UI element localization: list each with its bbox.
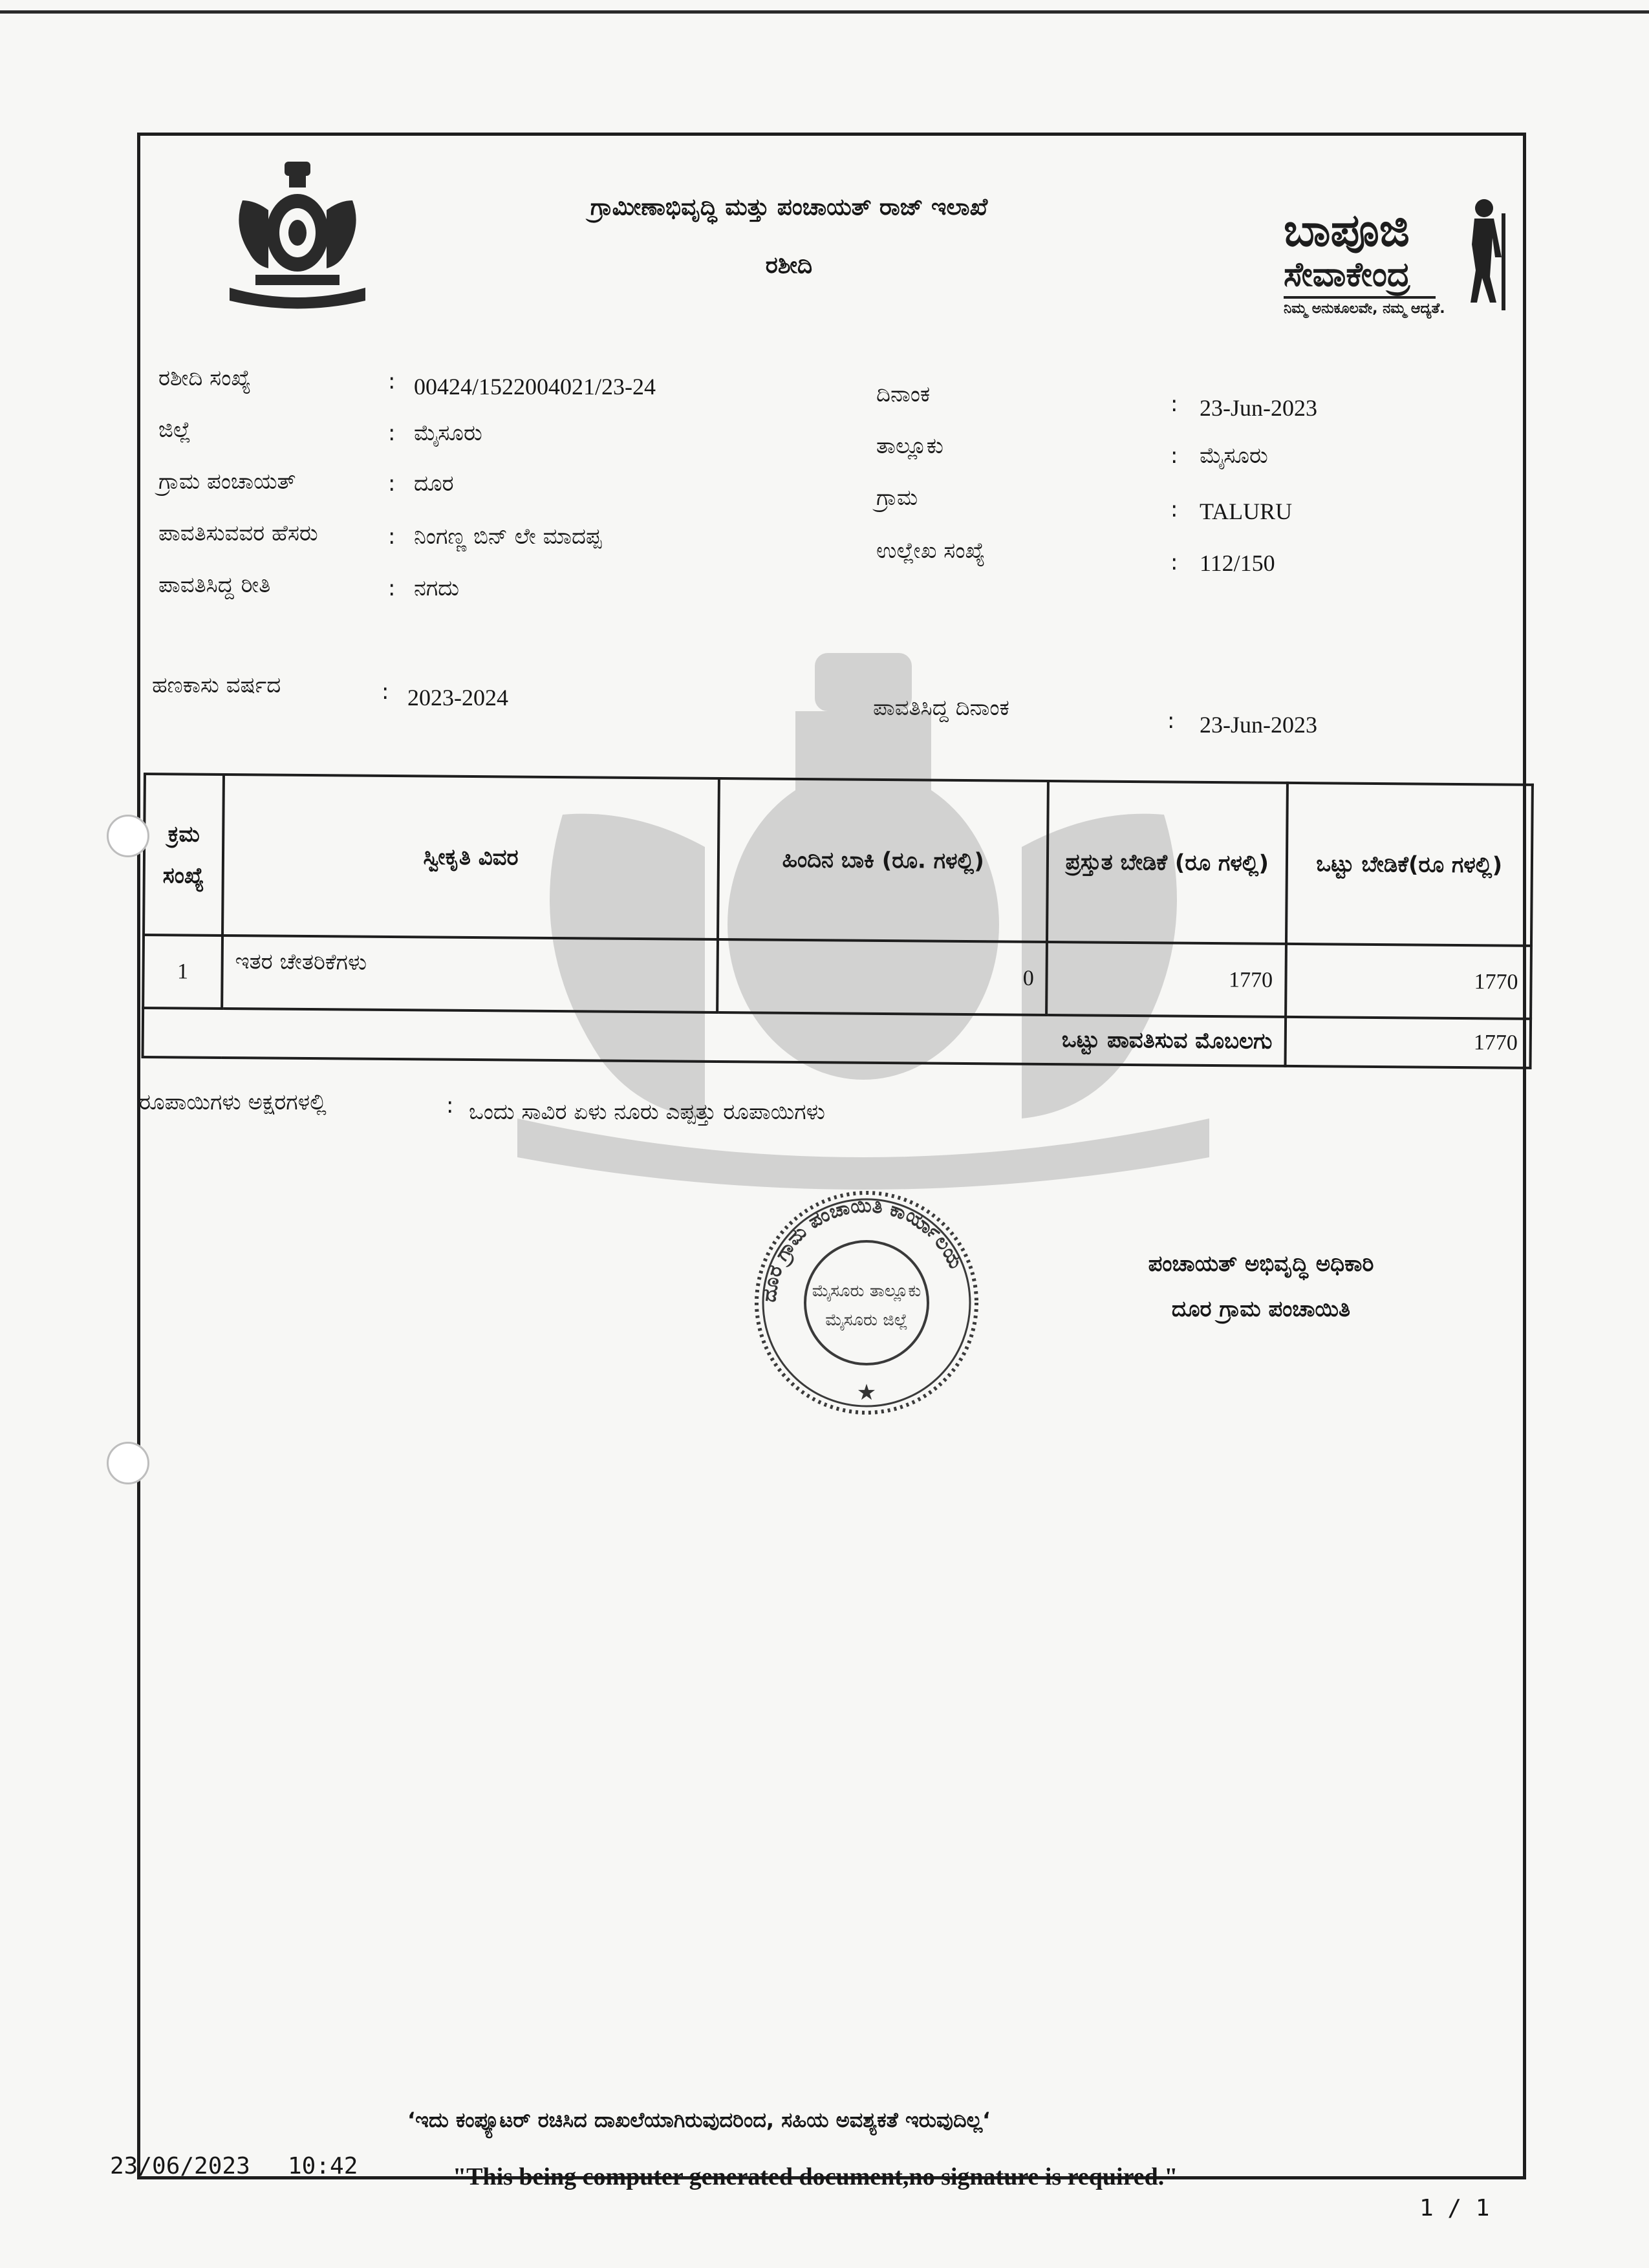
payment-mode-label: ಪಾವತಿಸಿದ್ದ ರೀತಿ [158,572,271,598]
gram-panchayat-label: ಗ್ರಾಮ ಪಂಚಾಯತ್ [158,469,296,495]
amount-in-words-value: ಒಂದು ಸಾವಿರ ಏಳು ನೂರು ಎಪ್ಪತ್ತು ರೂಪಾಯಿಗಳು [469,1099,825,1125]
receipt-number-value: 00424/1522004021/23-24 [414,374,656,400]
seal-inner-line1: ಮೈಸೂರು ತಾಲ್ಲೂಕು [812,1281,921,1301]
paid-date-value: 23-Jun-2023 [1200,712,1317,738]
header-receipt-details: ಸ್ವೀಕೃತಿ ವಿವರ [222,775,719,939]
payer-name-label: ಪಾವತಿಸುವವರ ಹೆಸರು [158,520,318,546]
header-serial-number: ಕ್ರಮ ಸಂಖ್ಯೆ [144,774,224,936]
row-serial: 1 [143,935,222,1009]
panchayat-seal-stamp [737,1186,996,1419]
department-title: ಗ್ರಾಮೀಣಾಭಿವೃದ್ಧಿ ಮತ್ತು ಪಂಚಾಯತ್ ರಾಜ್ ಇಲಾಖೆ [590,194,988,220]
district-value: ಮೈಸೂರು [414,420,482,446]
page-number: 1 / 1 [1419,2195,1490,2221]
footer-english-note: "This being computer generated document,no signature is required." [453,2163,1178,2190]
taluk-value: ಮೈಸೂರು [1200,443,1268,469]
logo-underline [1284,296,1436,299]
document-type: ರಶೀದಿ [765,252,813,279]
logo-title: ಬಾಪೂಜಿ [1284,204,1410,257]
header-previous-balance: ಹಿಂದಿನ ಬಾಕಿ (ರೂ. ಗಳಲ್ಲಿ) [718,778,1048,942]
district-label: ಜಿಲ್ಲೆ [158,417,191,443]
header-current-demand: ಪ್ರಸ್ತುತ ಬೇಡಿಕೆ (ರೂ ಗಳಲ್ಲಿ) [1047,781,1287,944]
signatory-designation: ಪಂಚಾಯತ್ ಅಭಿವೃದ್ಧಿ ಅಧಿಕಾರಿ [1148,1251,1374,1277]
logo-tagline: ನಿಮ್ಮ ಅನುಕೂಲವೇ, ನಮ್ಮ ಆದ್ಯತೆ. [1284,301,1445,317]
reference-number-label: ಉಲ್ಲೇಖ ಸಂಖ್ಯೆ [876,538,986,564]
paid-date-label: ಪಾವತಿಸಿದ್ದ ದಿನಾಂಕ [873,695,1009,721]
logo-subtitle: ಸೇವಾಕೇಂದ್ರ [1284,255,1410,294]
print-date: 23/06/2023 [110,2153,250,2179]
receipt-table [142,773,1534,1069]
seal-inner-line2: ಮೈಸೂರು ಜಿಲ್ಲೆ [825,1311,908,1330]
row-current-demand: 1770 [1046,942,1286,1017]
village-value: TALURU [1200,498,1293,524]
table-total-row [143,1008,1531,1068]
scan-edge-line [0,10,1649,14]
gram-panchayat-value: ದೂರ [414,471,454,497]
header-total-demand: ಒಟ್ಟು ಬೇಡಿಕೆ(ರೂ ಗಳಲ್ಲಿ) [1286,783,1533,946]
punch-hole [107,815,149,857]
taluk-label: ತಾಲ್ಲೂಕು [876,433,943,459]
payer-name-value: ನಿಂಗಣ್ಣ ಬಿನ್ ಲೇ ಮಾದಪ್ಪ [414,524,602,550]
reference-number-value: 112/150 [1200,550,1275,576]
seal-outer-text: ದೂರ ಗ್ರಾಮ ಪಂಚಾಯಿತಿ ಕಾರ್ಯಾಲಯ [757,1194,967,1304]
footer-kannada-note: ‘ಇದು ಕಂಪ್ಯೂಟರ್ ರಚಿಸಿದ ದಾಖಲೆಯಾಗಿರುವುದರಿಂದ, ಸಹಿಯ ಅವಶ್ಯಕತೆ ಇರುವುದಿಲ್ಲ‘ [407,2108,991,2132]
row-total-demand: 1770 [1286,944,1531,1019]
gandhi-figure-icon [1449,194,1520,310]
date-value: 23-Jun-2023 [1200,395,1317,421]
total-amount-value: 1770 [1285,1017,1531,1068]
print-time: 10:42 [288,2153,358,2179]
table-row [143,935,1531,1019]
amount-in-words-label: ರೂಪಾಯಿಗಳು ಅಕ್ಷರಗಳಲ್ಲಿ [139,1089,327,1115]
financial-year-label: ಹಣಕಾಸು ವರ್ಷದ [152,672,281,698]
financial-year-value: 2023-2024 [407,685,508,711]
total-amount-label: ಒಟ್ಟು ಪಾವತಿಸುವ ಮೊಬಲಗು [143,1008,1286,1066]
receipt-number-label: ರಶೀದಿ ಸಂಖ್ಯೆ [158,365,252,391]
row-previous-balance: 0 [717,939,1047,1015]
table-header-row [144,774,1533,946]
payment-mode-value: ನಗದು [414,575,460,601]
date-label: ದಿನಾಂಕ [876,381,931,407]
punch-hole [107,1442,149,1484]
row-description: ಇತರ ಚೇತರಿಕೆಗಳು [222,936,718,1012]
village-label: ಗ್ರಾಮ [876,485,918,511]
signatory-office: ದೂರ ಗ್ರಾಮ ಪಂಚಾಯಿತಿ [1171,1296,1351,1322]
karnataka-emblem-icon [217,155,378,317]
seal-star-icon: ★ [856,1380,877,1406]
